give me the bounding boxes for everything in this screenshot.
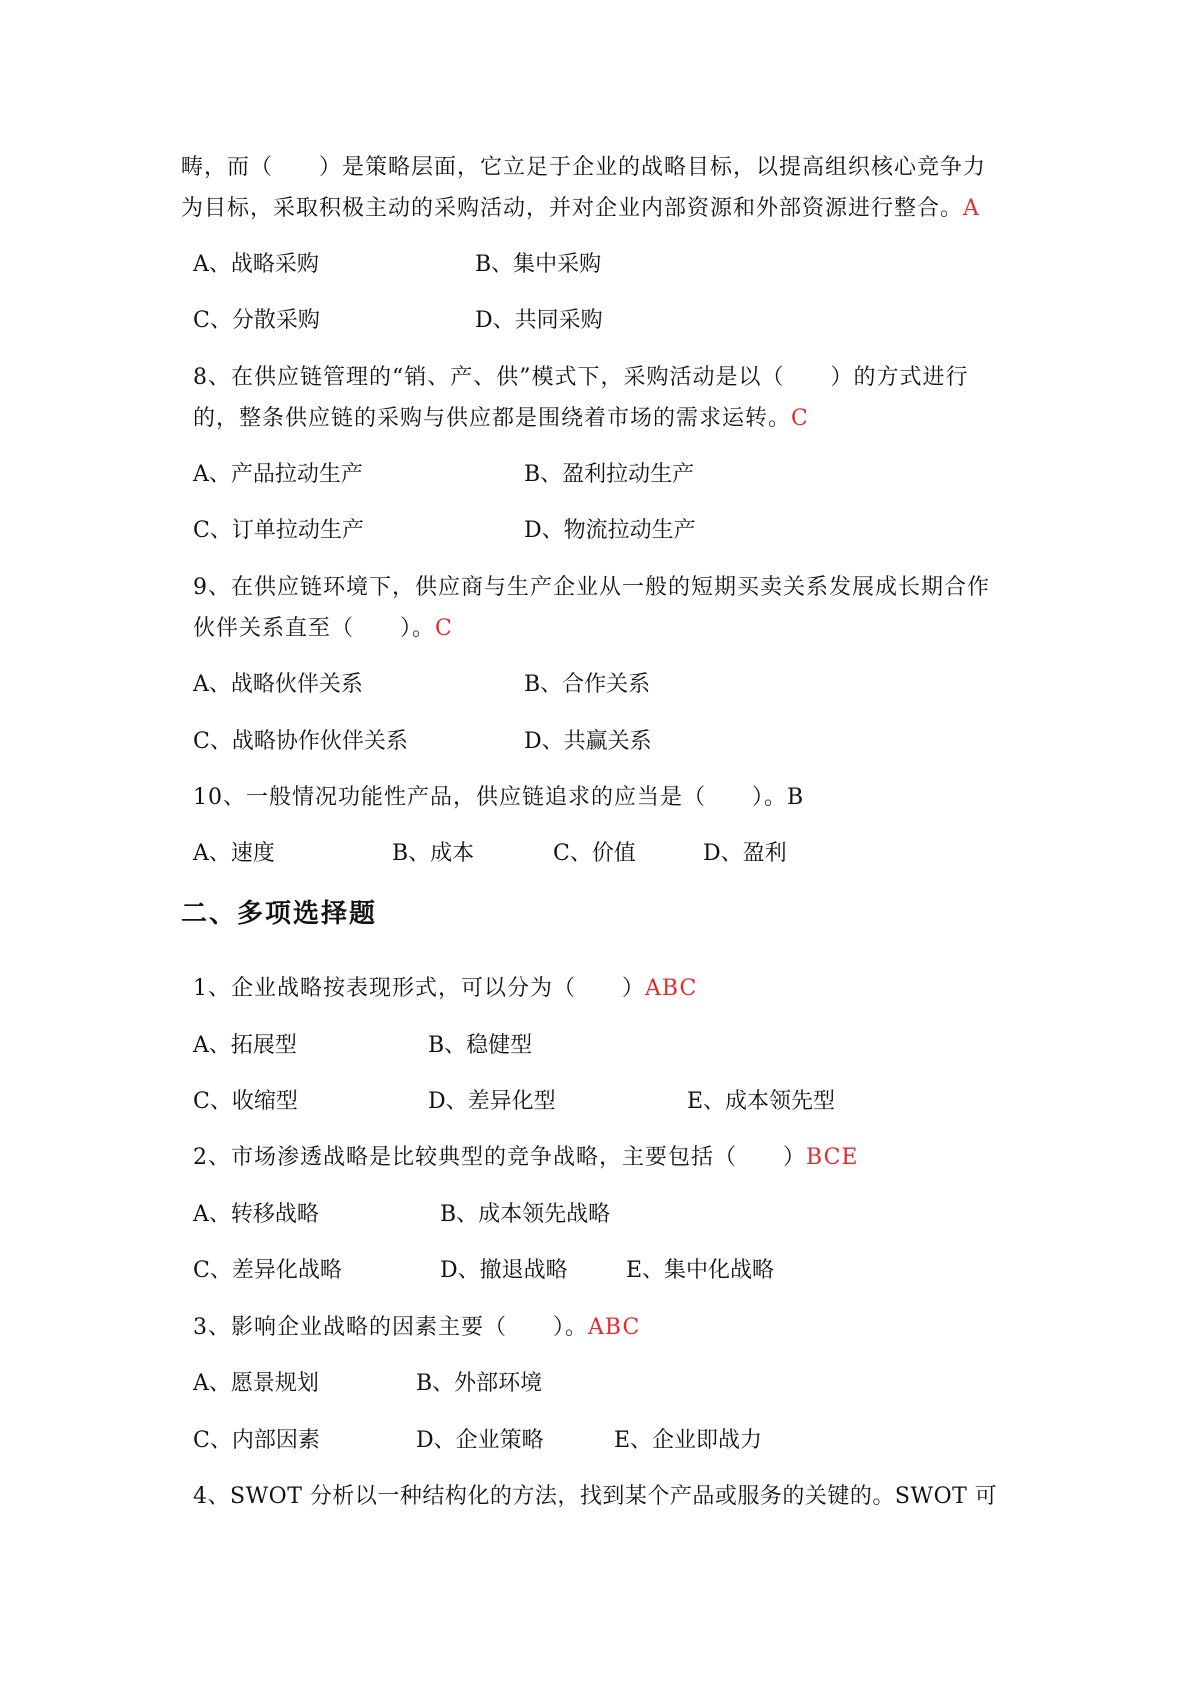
q9-answer: C xyxy=(435,616,453,641)
section-heading: 二、多项选择题 xyxy=(181,899,378,929)
m2-option-c: C、差异化战略 xyxy=(193,1258,342,1283)
q9-option-b: B、合作关系 xyxy=(524,672,651,697)
m3-answer: ABC xyxy=(588,1315,641,1340)
q8-option-a: A、产品拉动生产 xyxy=(193,462,363,487)
m1-option-b: B、稳健型 xyxy=(428,1033,533,1058)
q7-option-b: B、集中采购 xyxy=(475,252,602,277)
q7-line2: 为目标，采取积极主动的采购活动，并对企业内部资源和外部资源进行整合。A xyxy=(181,196,980,221)
q8-option-b: B、盈利拉动生产 xyxy=(524,462,695,487)
m1-option-d: D、差异化型 xyxy=(428,1089,556,1114)
q8-line2: 的，整条供应链的采购与供应都是围绕着市场的需求运转。C xyxy=(193,406,809,431)
q10-line1: 10、一般情况功能性产品，供应链追求的应当是（ ）。B xyxy=(193,785,805,810)
q9-line2: 伙伴关系直至（ ）。C xyxy=(193,616,453,641)
q10-option-a: A、速度 xyxy=(193,841,275,866)
m3-option-a: A、愿景规划 xyxy=(193,1371,319,1396)
q8-answer: C xyxy=(791,406,809,431)
m1-option-c: C、收缩型 xyxy=(193,1089,298,1114)
q7-answer: A xyxy=(963,196,980,221)
m4-stem: 4、SWOT 分析以一种结构化的方法，找到某个产品或服务的关键的。SWOT 可 xyxy=(193,1484,998,1509)
m1-option-e: E、成本领先型 xyxy=(687,1089,836,1114)
m1-stem: 1、企业战略按表现形式，可以分为（ ）ABC xyxy=(193,976,698,1001)
m1-option-a: A、拓展型 xyxy=(193,1033,297,1058)
q9-option-a: A、战略伙伴关系 xyxy=(193,672,363,697)
m3-option-b: B、外部环境 xyxy=(416,1371,543,1396)
q8-option-d: D、物流拉动生产 xyxy=(524,518,696,543)
m2-option-e: E、集中化战略 xyxy=(626,1258,775,1283)
q10-option-b: B、成本 xyxy=(392,841,475,866)
q8-line1: 8、在供应链管理的“销、产、供”模式下，采购活动是以（ ）的方式进行 xyxy=(193,365,969,390)
m2-answer: BCE xyxy=(806,1145,859,1170)
q10-option-c: C、价值 xyxy=(553,841,636,866)
q7-option-a: A、战略采购 xyxy=(193,252,319,277)
m1-answer: ABC xyxy=(645,976,698,1001)
m2-option-b: B、成本领先战略 xyxy=(440,1202,611,1227)
q9-line1: 9、在供应链环境下，供应商与生产企业从一般的短期买卖关系发展成长期合作 xyxy=(193,575,990,600)
m2-option-a: A、转移战略 xyxy=(193,1202,319,1227)
q7-option-c: C、分散采购 xyxy=(193,308,320,333)
m3-option-c: C、内部因素 xyxy=(193,1428,320,1453)
q9-option-c: C、战略协作伙伴关系 xyxy=(193,729,408,754)
q10-option-d: D、盈利 xyxy=(703,841,787,866)
m3-option-d: D、企业策略 xyxy=(416,1428,544,1453)
q9-option-d: D、共赢关系 xyxy=(524,729,652,754)
q8-option-c: C、订单拉动生产 xyxy=(193,518,364,543)
m2-stem: 2、市场渗透战略是比较典型的竞争战略，主要包括（ ）BCE xyxy=(193,1145,859,1170)
q7-line1: 畴，而（ ）是策略层面，它立足于企业的战略目标，以提高组织核心竞争力 xyxy=(181,155,987,180)
m3-option-e: E、企业即战力 xyxy=(614,1428,763,1453)
m3-stem: 3、影响企业战略的因素主要（ ）。ABC xyxy=(193,1315,641,1340)
m2-option-d: D、撤退战略 xyxy=(440,1258,568,1283)
q7-option-d: D、共同采购 xyxy=(475,308,603,333)
